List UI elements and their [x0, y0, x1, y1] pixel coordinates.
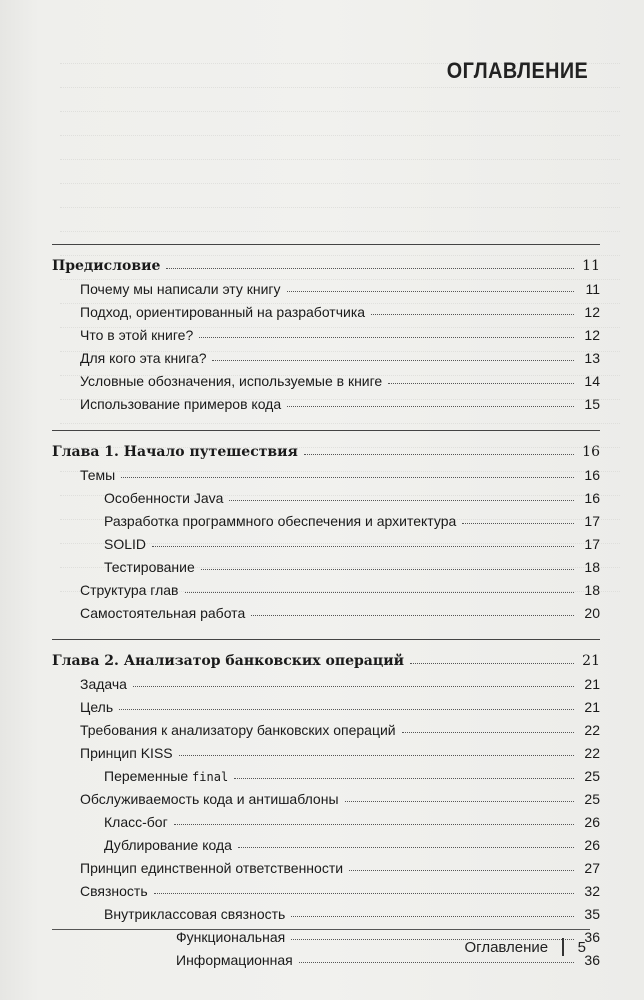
toc-entry-text: Тестирование — [104, 559, 195, 575]
toc-entry-title — [104, 814, 172, 830]
toc-entry[interactable] — [52, 297, 600, 320]
dot-leader — [121, 477, 574, 478]
toc-page-number: 25 — [584, 791, 600, 807]
dot-leader — [410, 663, 574, 664]
toc-entry-text: Требования к анализатору банковских операций — [80, 722, 396, 738]
toc-entry-text: Подход, ориентированный на разработчика — [80, 304, 366, 320]
toc-entry-title — [80, 582, 183, 598]
toc-page-number: 36 — [584, 952, 600, 968]
toc-entry-text: Принцип KISS — [80, 745, 173, 761]
toc-entry-title — [104, 768, 232, 784]
page-title: ОГЛАВЛЕНИЕ — [446, 58, 588, 83]
toc-entry[interactable] — [52, 807, 600, 830]
toc-entry-text: Принцип единственной ответственности — [80, 860, 344, 876]
toc-entry-text: Внутриклассовая связность — [104, 906, 286, 922]
toc-entry-title — [80, 745, 177, 761]
toc-entry[interactable] — [52, 876, 600, 899]
toc-entry-text: SOLID — [104, 536, 147, 552]
dot-leader — [174, 824, 574, 825]
toc-entry-title — [80, 467, 119, 483]
toc-entry-text: Для кого эта книга? — [80, 350, 207, 366]
toc-page-number: 22 — [584, 745, 600, 761]
toc-entry[interactable] — [52, 483, 600, 506]
toc-entry[interactable] — [52, 669, 600, 692]
toc-entry-text: Информационная — [176, 952, 293, 968]
toc-entry-text: Самостоятельная работа — [80, 605, 246, 621]
dot-leader — [251, 615, 574, 616]
toc-page-number: 13 — [584, 350, 600, 366]
dot-leader — [152, 546, 574, 547]
toc-entry-text: Функциональная — [176, 929, 286, 945]
toc-page-number: 18 — [584, 582, 600, 598]
toc-entry-text: Предисловие — [52, 258, 161, 274]
toc-entry-text: Связность — [80, 883, 148, 899]
dot-leader — [229, 500, 574, 501]
toc-entry[interactable] — [52, 552, 600, 575]
toc-page-number: 18 — [584, 559, 600, 575]
dot-leader — [388, 383, 574, 384]
page-footer — [465, 938, 586, 956]
table-of-contents — [52, 244, 600, 968]
toc-entry-title — [104, 837, 236, 853]
dot-leader — [166, 268, 574, 269]
toc-entry-title — [80, 883, 152, 899]
toc-section — [52, 430, 600, 621]
code-keyword: final — [192, 770, 229, 784]
toc-entry-title — [80, 699, 117, 715]
dot-leader — [287, 291, 574, 292]
footer-divider — [562, 938, 564, 956]
dot-leader — [238, 847, 574, 848]
dot-leader — [154, 893, 574, 894]
toc-entry-text: Что в этой книге? — [80, 327, 194, 343]
dot-leader — [212, 360, 574, 361]
dot-leader — [299, 962, 574, 963]
toc-entry-text: Структура глав — [80, 582, 179, 598]
toc-entry-text: Использование примеров кода — [80, 396, 282, 412]
toc-entry-title — [104, 490, 227, 506]
toc-entry-text: Обслуживаемость кода и антишаблоны — [80, 791, 339, 807]
toc-entry-text: Почему мы написали эту книгу — [80, 281, 281, 297]
toc-page-number: 12 — [584, 327, 600, 343]
toc-page-number: 32 — [584, 883, 600, 899]
toc-entry[interactable] — [52, 366, 600, 389]
dot-leader — [133, 686, 574, 687]
dot-leader — [349, 870, 574, 871]
page-number: 5 — [577, 938, 586, 956]
toc-entry-title — [104, 536, 150, 552]
toc-entry[interactable] — [52, 692, 600, 715]
toc-page-number: 21 — [582, 653, 600, 669]
dot-leader — [371, 314, 574, 315]
toc-entry-text: Цель — [80, 699, 114, 715]
toc-page-number: 21 — [584, 699, 600, 715]
toc-entry-title — [80, 860, 347, 876]
dot-leader — [287, 406, 574, 407]
toc-entry[interactable] — [52, 529, 600, 552]
toc-entry[interactable] — [52, 460, 600, 483]
toc-entry-text: Переменные — [104, 768, 193, 784]
toc-entry[interactable] — [52, 784, 600, 807]
toc-entry-title — [52, 444, 302, 460]
toc-entry-title — [80, 327, 197, 343]
dot-leader — [179, 755, 574, 756]
toc-entry-title — [80, 791, 343, 807]
dot-leader — [462, 523, 574, 524]
toc-entry-text: Класс-бог — [104, 814, 168, 830]
toc-page-number: 21 — [584, 676, 600, 692]
toc-entry-text: Темы — [80, 467, 116, 483]
dot-leader — [201, 569, 574, 570]
toc-chapter-entry[interactable] — [52, 437, 600, 460]
dot-leader — [119, 709, 574, 710]
toc-entry-title — [176, 952, 297, 968]
toc-page-number: 12 — [584, 304, 600, 320]
toc-entry-title — [104, 513, 460, 529]
dot-leader — [234, 778, 574, 779]
toc-chapter-entry[interactable] — [52, 646, 600, 669]
toc-entry[interactable] — [52, 738, 600, 761]
toc-entry-text: Задача — [80, 676, 127, 692]
dot-leader — [345, 801, 574, 802]
dot-leader — [304, 454, 574, 455]
toc-entry-title — [80, 373, 386, 389]
toc-entry-text: Условные обозначения, используемые в книге — [80, 373, 383, 389]
toc-entry-title — [80, 350, 210, 366]
toc-entry[interactable] — [52, 575, 600, 598]
footer-label: Оглавление — [464, 938, 549, 956]
toc-entry-title — [80, 396, 285, 412]
toc-entry-title — [176, 929, 289, 945]
toc-page-number: 15 — [584, 396, 600, 412]
toc-entry-title — [80, 281, 285, 297]
toc-page-number: 16 — [584, 467, 600, 483]
toc-page-number: 22 — [584, 722, 600, 738]
footer-rule — [52, 929, 590, 930]
dot-leader — [199, 337, 574, 338]
toc-entry[interactable] — [52, 830, 600, 853]
toc-entry-text: Особенности Java — [104, 490, 224, 506]
toc-page-number: 14 — [584, 373, 600, 389]
toc-page-number: 16 — [582, 444, 600, 460]
toc-page-number: 17 — [584, 513, 600, 529]
dot-leader — [291, 916, 574, 917]
toc-entry-title — [80, 304, 369, 320]
toc-entry-text: Глава 1. Начало путешествия — [52, 444, 298, 460]
toc-page-number: 26 — [584, 837, 600, 853]
dot-leader — [402, 732, 574, 733]
toc-entry-title — [80, 605, 249, 621]
toc-entry[interactable] — [52, 389, 600, 412]
toc-page-number: 11 — [585, 281, 600, 297]
toc-entry[interactable] — [52, 506, 600, 529]
toc-entry-title — [104, 906, 289, 922]
toc-entry-title — [52, 258, 164, 274]
toc-entry[interactable] — [52, 715, 600, 738]
toc-entry-text: Дублирование кода — [104, 837, 232, 853]
toc-section — [52, 639, 600, 968]
toc-entry[interactable] — [52, 853, 600, 876]
toc-page-number: 27 — [584, 860, 600, 876]
dot-leader — [185, 592, 575, 593]
toc-entry[interactable] — [52, 343, 600, 366]
toc-page-number: 16 — [584, 490, 600, 506]
toc-page-number: 35 — [584, 906, 600, 922]
toc-entry-title — [104, 559, 199, 575]
toc-entry-title — [52, 653, 408, 669]
toc-entry[interactable] — [52, 320, 600, 343]
toc-entry-title — [80, 676, 131, 692]
toc-entry[interactable] — [52, 274, 600, 297]
toc-chapter-entry[interactable] — [52, 251, 600, 274]
toc-page-number: 17 — [584, 536, 600, 552]
toc-section — [52, 244, 600, 412]
toc-entry[interactable] — [52, 598, 600, 621]
toc-entry[interactable] — [52, 761, 600, 784]
toc-page-number: 26 — [584, 814, 600, 830]
toc-entry-text: Разработка программного обеспечения и архитектура — [104, 513, 457, 529]
toc-page-number: 11 — [582, 258, 600, 274]
toc-entry-title — [80, 722, 400, 738]
toc-entry[interactable] — [52, 899, 600, 922]
toc-page-number: 36 — [584, 929, 600, 945]
toc-page-number: 20 — [584, 605, 600, 621]
toc-entry-text: Глава 2. Анализатор банковских операций — [52, 653, 404, 669]
toc-page-number: 25 — [584, 768, 600, 784]
